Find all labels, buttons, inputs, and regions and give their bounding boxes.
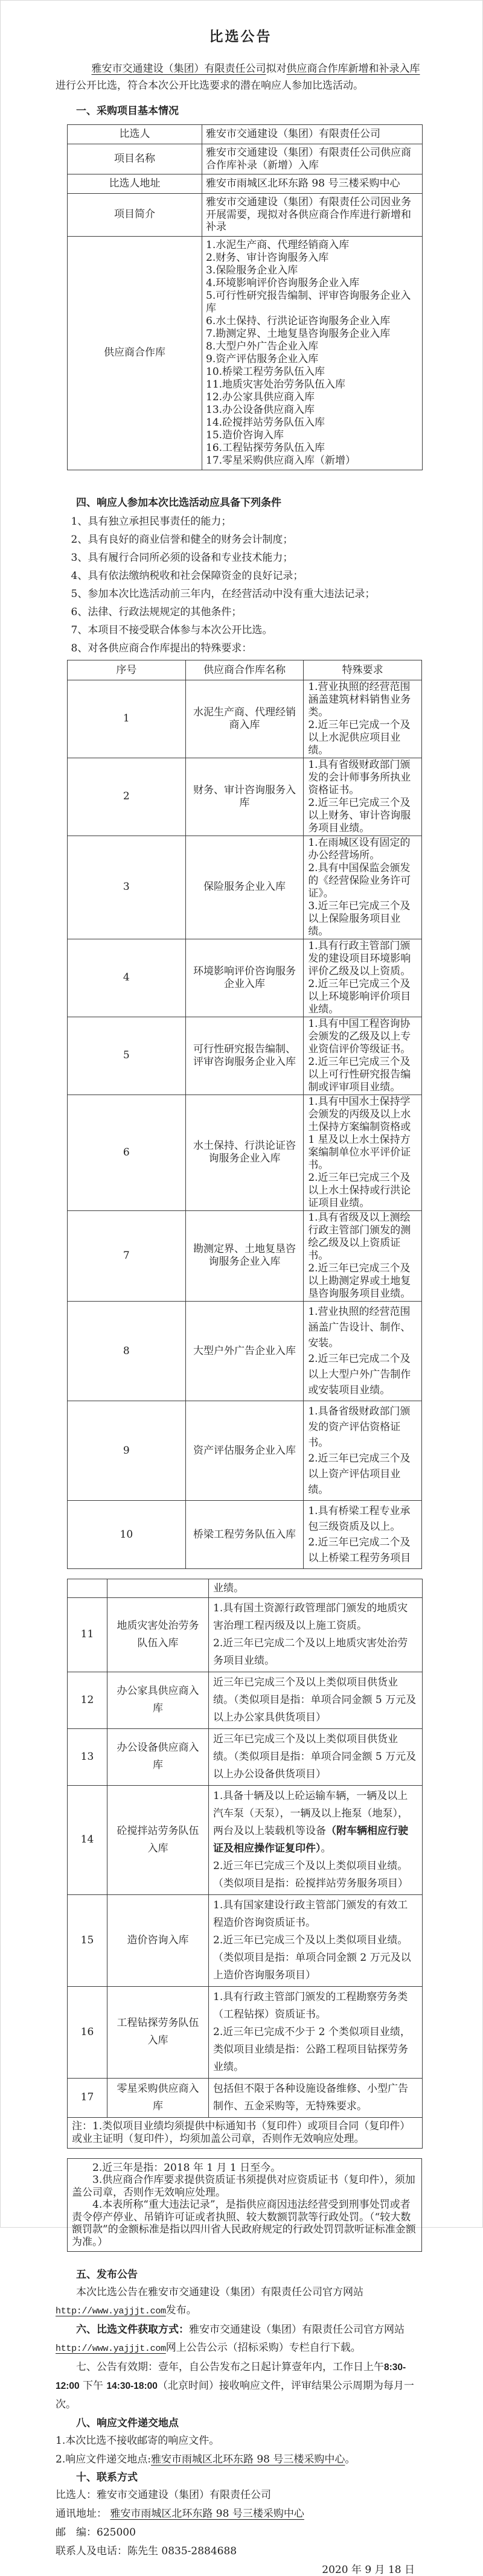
library-name-cell: 环境影响评价咨询服务企业入库 — [185, 939, 304, 1017]
text-segment: 雅安市交通建设（集团）有限责任公司官方网站 — [189, 2324, 405, 2336]
note-row — [68, 2117, 423, 2148]
requirement-line: 3.近三年已完成三个及以上保险服务项目业绩。 — [308, 900, 411, 938]
library-name-cell: 资产评估服务企业入库 — [185, 1401, 304, 1500]
supplier-library-label: 供应商合作库 — [68, 236, 202, 470]
section-8-heading: 八、响应文件递交地点 — [76, 2417, 179, 2429]
requirement-line: 1.在雨城区设有固定的办公经营场所。 — [308, 836, 411, 861]
requirement-line: 2.近三年已完成三个及以上水土保持或行洪论证项目业绩。 — [308, 1171, 411, 1209]
requirement-line: 1.具有桥梁工程专业承包三级资质及以上。 — [308, 1504, 411, 1533]
basic-row-value: 雅安市雨城区北环东路 98 号三楼采购中心 — [202, 174, 423, 194]
submission-items — [56, 2432, 426, 2469]
text-segment: 2.响应文件递交地点: — [56, 2453, 151, 2466]
conditions-list — [56, 513, 426, 657]
condition-item: 8、对各供应商合作库提出的特殊要求： — [71, 642, 252, 654]
contact-line — [56, 2486, 426, 2505]
seq-cell: 12 — [68, 1672, 107, 1728]
contact-line — [56, 2523, 426, 2542]
table-row — [68, 125, 423, 144]
note-item: 2.近三年是指：2018 年 1 月 1 日至今。 — [92, 2161, 281, 2174]
requirement-row — [68, 1597, 423, 1672]
requirement-line: 2.近三年已完成三个及以上类似项目业绩。（类似项目是指：砼搅拌站劳务服务项目） — [213, 1859, 408, 1890]
text-segment: 本次比选公告在雅安市交通建设（集团）有限责任公司官方网站 — [76, 2286, 363, 2298]
requirement-cell — [304, 680, 422, 758]
library-name-cell: 办公设备供应商入库 — [107, 1728, 209, 1785]
library-item: 9.资产评估服务企业入库 — [206, 353, 319, 365]
table-row — [68, 174, 423, 194]
basic-row-label: 比选人 — [68, 125, 202, 144]
requirement-cell — [304, 836, 422, 939]
text-segment: （北京时间）接收响应文件，评审结果公示周期为每月一次。 — [56, 2380, 414, 2411]
requirement-cell — [304, 1401, 422, 1500]
text-segment: 下午 — [79, 2380, 107, 2392]
requirement-line: 1.营业执照的经营范围涵盖广告设计、制作、安装。 — [308, 1305, 411, 1349]
library-item: 6.水土保持、行洪论证咨询服务企业入库 — [206, 315, 391, 327]
section-5-body — [56, 2283, 426, 2321]
text-segment: 拟对 — [266, 63, 287, 75]
requirement-cell — [209, 1672, 423, 1728]
notes-box — [67, 2158, 422, 2252]
library-item: 17.零星采购供应商入库（新增） — [206, 454, 356, 467]
text-segment: 雅安市交通建设（集团）有限责任公司 — [91, 63, 266, 75]
requirement-cell — [209, 1785, 423, 1894]
library-name-cell: 零星采购供应商入库 — [107, 2078, 209, 2117]
requirement-line: 2.具有中国保监会颁发的《经营保险业务许可证》。 — [308, 861, 411, 900]
requirement-cell — [209, 1894, 423, 1986]
note-cell: 注：1.类似项目业绩均须提供中标通知书（复印件）或项目合同（复印件）或业主证明（复印件），均须加盖公司章，否则作无效响应处理。 — [68, 2117, 423, 2148]
text-segment: 14:30-18:00 — [106, 2381, 158, 2391]
requirement-line: 1.具有中国工程咨询协会颁发的乙级及以上专业资信评价等级证书。 — [308, 1017, 411, 1055]
basic-row-label: 项目简介 — [68, 194, 202, 237]
text-segment: 壹年，自公告发布之日起计算壹年内，工作日上午 — [158, 2361, 384, 2373]
doc-title: 比选公告 — [209, 28, 272, 45]
basic-row-value: 雅安市交通建设（集团）有限责任公司因业务开展需要，现拟对各供应商合作库进行新增和补录 — [202, 194, 423, 237]
library-item: 5.可行性研究报告编制、评审咨询服务企业入库 — [206, 289, 411, 315]
requirement-line: 1.具有省级财政部门颁发的会计师事务所执业资格证书。 — [308, 758, 411, 796]
requirement-row — [68, 680, 422, 758]
library-item: 16.工程钻探劳务队伍入库 — [206, 441, 325, 454]
requirement-row — [68, 1986, 423, 2078]
library-name-cell: 保险服务企业入库 — [185, 836, 304, 939]
basic-row-value: 雅安市交通建设（集团）有限责任公司供应商合作库补录（新增）入库 — [202, 144, 423, 174]
text-segment: 雅安市雨城区北环东路 98 号三楼采购中心 — [110, 2508, 304, 2520]
requirement-cell — [304, 939, 422, 1017]
requirements-table-b — [67, 1579, 423, 2149]
submission-item — [56, 2450, 426, 2469]
requirement-row — [68, 1728, 423, 1785]
table-row — [68, 194, 423, 237]
requirement-row — [68, 1017, 422, 1095]
library-item: 14.砼搅拌站劳务队伍入库 — [206, 416, 325, 429]
section-5-heading: 五、发布公告 — [76, 2269, 138, 2281]
supplier-library-list — [202, 236, 423, 470]
requirement-line: 2.近三年已完成三个及以上勘测定界或土地复垦咨询服务项目业绩。 — [308, 1262, 411, 1300]
doc-date: 2020 年 9 月 18 日 — [322, 2564, 415, 2576]
requirement-line: 2.近三年已完成三个及以上资产评估项目业绩。 — [308, 1452, 411, 1496]
requirement-line: 1.具有国土资源行政管理部门颁发的地质灾害治理工程丙级及以上施工资质。 — [213, 1602, 408, 1632]
library-name-cell: 财务、审计咨询服务入库 — [185, 758, 304, 836]
requirement-row — [68, 1095, 422, 1210]
seq-cell: 9 — [68, 1401, 186, 1500]
text-segment: 联系人及电话：陈先生 0835-2884688 — [56, 2545, 237, 2557]
requirement-row — [68, 939, 422, 1017]
library-item: 10.桥梁工程劳务队伍入库 — [206, 365, 325, 378]
table-header-cell: 供应商合作库名称 — [185, 660, 304, 680]
continuation-row — [68, 1579, 423, 1597]
bold-requirement-segment: （附车辆相应行驶证及相应操作证复印件） — [213, 1824, 408, 1855]
library-item: 13.办公设备供应商入库 — [206, 403, 315, 416]
text-segment: 网上公告公示（招标采购）专栏自行下载。 — [165, 2342, 361, 2354]
basic-row-label: 项目名称 — [68, 144, 202, 174]
table-header-cell: 特殊要求 — [304, 660, 422, 680]
text-segment: 邮 编：625000 — [56, 2526, 136, 2539]
requirement-row — [68, 1894, 423, 1986]
requirement-cell — [304, 1017, 422, 1095]
section-4-heading: 四、响应人参加本次比选活动应具备下列条件 — [76, 496, 281, 509]
basic-row-value: 雅安市交通建设（集团）有限责任公司 — [202, 125, 423, 144]
requirement-row — [68, 1401, 422, 1500]
requirement-row — [68, 2078, 423, 2117]
requirement-row — [68, 1785, 423, 1894]
condition-item: 3、具有履行合同所必须的设备和专业技术能力； — [71, 551, 293, 564]
seq-cell: 10 — [68, 1500, 186, 1568]
library-name-cell — [107, 1579, 209, 1597]
requirement-line: 近三年已完成三个及以上类似项目供货业绩。（类似项目是指：单项合同金额 5 万元及以上办公设备供货项目） — [213, 1733, 417, 1780]
condition-item: 7、本项目不接受联合体参与本次公开比选。 — [71, 624, 273, 636]
seq-cell: 8 — [68, 1301, 186, 1401]
library-name-cell: 工程钻探劳务队伍入库 — [107, 1986, 209, 2078]
library-name-cell: 地质灾害处治劳务队伍入库 — [107, 1597, 209, 1672]
condition-item: 6、法律、行政法规规定的其他条件； — [71, 606, 242, 618]
text-segment: 发布。 — [165, 2304, 197, 2316]
text-segment: 雅安市雨城区北环东路 98 号三楼采购中心 — [150, 2453, 345, 2466]
seq-cell: 13 — [68, 1728, 107, 1785]
requirement-line: 1.具有国家建设行政主管部门颁发的有效工程造价咨询资质证书。 — [213, 1899, 408, 1929]
requirement-cell — [304, 758, 422, 836]
seq-cell: 15 — [68, 1894, 107, 1986]
seq-cell: 17 — [68, 2078, 107, 2117]
note-item: 4.本表所称“重大违法记录”，是指供应商因违法经营受到刑事处罚或者责令停产停业、吊销许可证或者执照、较大数额罚款等行政处罚。（“较大数额罚款”的金额标准是指以四川省人民政府规定的行政处罚罚款听证标准金额为准。） — [72, 2199, 416, 2248]
requirement-line: 1.具有行政主管部门颁发的工程勘察劳务类（工程钻探）资质证书。 — [213, 1990, 408, 2021]
section-6-paragraph — [56, 2321, 426, 2358]
seq-cell: 5 — [68, 1017, 186, 1095]
text-segment: 1.本次比选不接收邮寄的响应文件。 — [56, 2435, 220, 2447]
requirement-line: 2.近三年已完成三个及以上类似项目业绩。（类似项目是指：单项合同金额 2 万元及以上造价咨询服务项目） — [213, 1934, 411, 1981]
table-header-cell: 序号 — [68, 660, 186, 680]
text-segment: 进行公开比选，符合本次公开比选要求的潜在响应人参加比选活动。 — [56, 80, 363, 92]
requirement-row — [68, 1500, 422, 1568]
library-name-cell: 可行性研究报告编制、评审咨询服务企业入库 — [185, 1017, 304, 1095]
requirement-line: 1.具备省级财政部门颁发的资产评估资格证书。 — [308, 1405, 411, 1449]
contact-line — [56, 2505, 426, 2523]
text-segment: 七、公告有效期： — [76, 2361, 158, 2373]
library-item: 11.地质灾害处治劳务队伍入库 — [206, 378, 346, 391]
requirement-line: 2.近三年已完成三个及以上可行性研究报告编制或评审项目业绩。 — [308, 1055, 411, 1093]
requirement-line: 2.近三年已完成二个及以上地质灾害处治劳务项目业绩。 — [213, 1637, 408, 1667]
requirement-line: 2.近三年已完成二个及以上大型户外广告制作或安装项目业绩。 — [308, 1352, 411, 1396]
seq-cell: 6 — [68, 1095, 186, 1210]
requirement-row — [68, 1672, 423, 1728]
requirements-header-row — [68, 660, 422, 680]
supplier-library-row — [68, 236, 423, 470]
requirement-line: 2.近三年已完成不少于 2 个类似项目业绩，类似项目业绩是指：公路工程项目钻探劳务业绩。 — [213, 2025, 411, 2073]
library-item: 7.勘测定界、土地复垦咨询服务企业入库 — [206, 327, 391, 340]
requirement-cell — [304, 1301, 422, 1401]
library-item: 15.造价咨询入库 — [206, 429, 284, 441]
library-name-cell: 大型户外广告企业入库 — [185, 1301, 304, 1401]
note-item: 3.供应商合作库要求提供资质证书须提供对应资质证书（复印件），须加盖公司章，否则作无效响应处理。 — [72, 2174, 415, 2199]
table-row — [68, 144, 423, 174]
seq-cell: 3 — [68, 836, 186, 939]
library-item: 1.水泥生产商、代理经销商入库 — [206, 238, 350, 251]
requirement-cell — [304, 1500, 422, 1568]
requirement-row — [68, 1301, 422, 1401]
library-name-cell: 水土保持、行洪论证咨询服务企业入库 — [185, 1095, 304, 1210]
section-7-paragraph — [56, 2358, 426, 2414]
seq-cell: 16 — [68, 1986, 107, 2078]
seq-cell: 1 — [68, 680, 186, 758]
url-link[interactable]: http://www.yajjjt.com — [56, 2344, 166, 2354]
requirement-line: 1.具备十辆及以上砼运输车辆，一辆及以上汽车泵（天泵），一辆及以上拖泵（地泵），两台及以上装载机等设备（附车辆相应行驶证及相应操作证复印件）。 — [213, 1789, 408, 1855]
requirement-line: 包括但不限于各种设施设备维修、小型广告制作、五金采购等，无特殊要求。 — [213, 2082, 408, 2112]
text-segment: 。 — [345, 2453, 356, 2466]
basic-info-table — [67, 124, 423, 470]
requirement-row — [68, 758, 422, 836]
requirement-line: 近三年已完成三个及以上类似项目供货业绩。（类似项目是指：单项合同金额 5 万元及以上办公家具供货项目） — [213, 1676, 417, 1724]
requirement-line: 2.近三年已完成二个及以上桥梁工程劳务项目 — [308, 1536, 411, 1564]
text-segment: 六、比选文件获取方式： — [76, 2324, 189, 2336]
requirement-line: 1.营业执照的经营范围涵盖建筑材料销售业务类。 — [308, 680, 411, 718]
section-1-heading: 一、采购项目基本情况 — [76, 105, 179, 117]
seq-cell: 14 — [68, 1785, 107, 1894]
requirement-row — [68, 836, 422, 939]
library-name-cell: 水泥生产商、代理经销商入库 — [185, 680, 304, 758]
requirements-table-a-body — [68, 660, 422, 1568]
library-item: 2.财务、审计咨询服务入库 — [206, 251, 329, 264]
seq-cell — [68, 1579, 107, 1597]
requirement-cell — [209, 1728, 423, 1785]
text-segment: 比选人：雅安市交通建设（集团）有限责任公司 — [56, 2489, 271, 2501]
requirement-line: 1.具有中国水土保持学会颁发的丙级及以上水土保持方案编制资格或 1 星及以上水土保持方案编制单位水平评价证书。 — [308, 1095, 411, 1171]
contact-block — [56, 2486, 426, 2561]
requirement-cell — [209, 2078, 423, 2117]
seq-cell: 7 — [68, 1210, 186, 1301]
condition-item: 5、参加本次比选活动前三年内，在经营活动中没有重大违法记录； — [71, 587, 376, 600]
requirement-line: 1.具有省级及以上测绘行政主管部门颁发的测绘乙级及以上资质证书。 — [308, 1211, 411, 1262]
requirement-cell — [209, 1986, 423, 2078]
text-segment: 通讯地址： — [56, 2508, 110, 2520]
contact-line — [56, 2542, 426, 2561]
requirement-cell — [304, 1210, 422, 1301]
text-segment: 供应商合作库新增和补录入库 — [286, 63, 420, 75]
requirement-line: 2.近三年已完成一个及以上水泥供应项目业绩。 — [308, 718, 411, 756]
requirements-table-a — [67, 660, 422, 1569]
requirement-row — [68, 1210, 422, 1301]
library-item: 8.大型户外广告企业入库 — [206, 340, 319, 353]
library-item: 12.办公家具供应商入库 — [206, 391, 315, 403]
library-name-cell: 桥梁工程劳务队伍入库 — [185, 1500, 304, 1568]
text-segment: 8:30-12:00 — [56, 2362, 406, 2391]
library-name-cell: 造价咨询入库 — [107, 1894, 209, 1986]
requirement-line: 2.近三年已完成三个及以上环境影响评价项目业绩。 — [308, 977, 411, 1015]
basic-row-label: 比选人地址 — [68, 174, 202, 194]
requirement-cell — [209, 1597, 423, 1672]
seq-cell: 4 — [68, 939, 186, 1017]
condition-item: 2、具有良好的商业信誉和健全的财务会计制度； — [71, 533, 293, 546]
condition-item: 4、具有依法缴纳税收和社会保障资金的良好记录； — [71, 569, 304, 582]
requirements-table-b-body — [68, 1579, 423, 2148]
requirement-line: 1.具有行政主管部门颁发的建设项目环境影响评价乙级及以上资质。 — [308, 939, 411, 977]
requirement-cell — [304, 1095, 422, 1210]
library-item: 4.环境影响评价咨询服务企业入库 — [206, 276, 360, 289]
seq-cell: 11 — [68, 1597, 107, 1672]
condition-item: 1、具有独立承担民事责任的能力； — [71, 515, 232, 528]
requirement-cell: 业绩。 — [209, 1579, 423, 1597]
requirement-line: 2.近三年已完成三个及以上财务、审计咨询服务项目业绩。 — [308, 796, 411, 834]
seq-cell: 2 — [68, 758, 186, 836]
url-link[interactable]: http://www.yajjjt.com — [56, 2306, 166, 2316]
section-10-heading: 十、联系方式 — [76, 2472, 138, 2484]
library-item: 3.保险服务企业入库 — [206, 264, 298, 276]
intro-paragraph — [56, 60, 426, 94]
library-name-cell: 勘测定界、土地复垦咨询服务企业入库 — [185, 1210, 304, 1301]
submission-item — [56, 2432, 426, 2450]
library-name-cell: 办公家具供应商入库 — [107, 1672, 209, 1728]
library-name-cell: 砼搅拌站劳务队伍入库 — [107, 1785, 209, 1894]
basic-info-table-body — [68, 125, 423, 470]
